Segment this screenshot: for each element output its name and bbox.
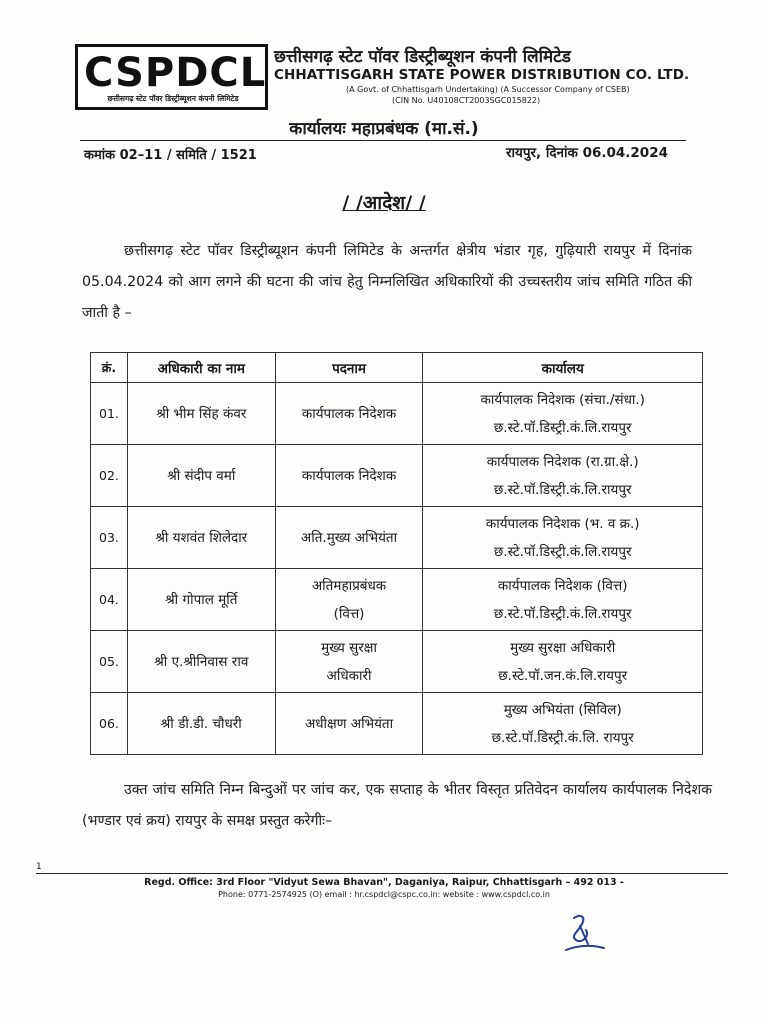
table-row	[91, 383, 703, 445]
table-row	[91, 631, 703, 693]
footer-address: Regd. Office: 3rd Floor "Vidyut Sewa Bhavan", Daganiya, Raipur, Chhattisgarh – 492 013 -	[144, 877, 624, 888]
company-govt-note: (A Govt. of Chhattisgarh Undertaking) (A Successor Company of CSEB)	[346, 85, 630, 94]
cell-name: श्री भीम सिंह कंवर	[127, 383, 275, 445]
designation-line-2: (वित्त)	[333, 605, 365, 622]
cell-serial: 06.	[91, 693, 128, 755]
table-row	[91, 445, 703, 507]
cell-name: श्री गोपाल मूर्ति	[127, 569, 275, 631]
office-line-2: छ.स्टे.पॉ.डिस्ट्री.कं.लि.रायपुर	[493, 419, 632, 436]
header-name: अधिकारी का नाम	[127, 353, 275, 383]
cell-office	[423, 693, 703, 755]
signature-mark	[560, 910, 610, 958]
committee-table	[90, 352, 703, 755]
office-line-2: छ.स्टे.पॉ.डिस्ट्री.कं.लि.रायपुर	[493, 543, 632, 560]
designation-line: अति.मुख्य अभियंता	[300, 529, 398, 546]
reference-date: रायपुर, दिनांक 06.04.2024	[506, 145, 668, 161]
office-line-2: छ.स्टे.पॉ.डिस्ट्री.कं.लि.रायपुर	[493, 481, 632, 498]
office-line-2: छ.स्टे.पॉ.जन.कं.लि.रायपुर	[498, 667, 628, 684]
table-row	[91, 569, 703, 631]
header-designation: पदनाम	[275, 353, 423, 383]
designation-line-1: अतिमहाप्रबंधक	[311, 577, 387, 594]
cell-office	[423, 569, 703, 631]
designation-line-2: अधिकारी	[326, 667, 372, 684]
logo-subtitle: छत्तीसगढ़ स्टेट पॉवर डिस्ट्रीब्यूशन कंपनी लिमिटेड	[107, 94, 239, 103]
designation-line: अधीक्षण अभियंता	[304, 715, 394, 732]
designation-line-1: मुख्य सुरक्षा	[321, 639, 377, 656]
cell-name: श्री यशवंत शिलेदार	[127, 507, 275, 569]
cell-serial: 01.	[91, 383, 128, 445]
cell-name: श्री संदीप वर्मा	[127, 445, 275, 507]
designation-line: कार्यपालक निदेशक	[301, 467, 397, 484]
company-name-english: CHHATTISGARH STATE POWER DISTRIBUTION CO. LTD.	[274, 67, 690, 83]
company-cin: (CIN No. U40108CT2003SGC015822)	[392, 96, 541, 105]
order-heading	[0, 189, 768, 215]
logo-wordmark: CSPDCL	[84, 50, 267, 96]
office-line-1: कार्यपालक निदेशक (भ. व क्र.)	[485, 515, 640, 532]
cell-designation	[275, 507, 423, 569]
office-line-2: छ.स्टे.पॉ.डिस्ट्री.कं.लि.रायपुर	[493, 605, 632, 622]
office-line-1: मुख्य अभियंता (सिविल)	[503, 701, 622, 718]
cell-office	[423, 507, 703, 569]
office-line-2: छ.स्टे.पॉ.डिस्ट्री.कं.लि. रायपुर	[491, 729, 634, 746]
intro-paragraph: छत्तीसगढ़ स्टेट पॉवर डिस्ट्रीब्यूशन कंपनी लिमिटेड के अन्तर्गत क्षेत्रीय भंडार गृह, गुढ़ियारी रायपुर में दिनांक 05.04.2024 को आग लगने की घटना की जांच हेतु निम्नलिखित अधिकारियों की उच्चस्तरीय जांच समिति गठित की जाती है –	[82, 243, 692, 321]
cell-office	[423, 383, 703, 445]
table-header-row	[91, 353, 703, 383]
page-number: 1	[36, 862, 42, 872]
footer-contact: Phone: 0771-2574925 (O) email : hr.cspdcl@cspc.co.in: website : www.cspdcl.co.in	[218, 890, 550, 899]
cell-name: श्री ए.श्रीनिवास राव	[127, 631, 275, 693]
reference-number: कमांक 02–11 / समिति / 1521	[84, 148, 257, 163]
cell-designation	[275, 693, 423, 755]
company-name-hindi: छत्तीसगढ़ स्टेट पॉवर डिस्ट्रीब्यूशन कंपनी लिमिटेड	[274, 47, 571, 67]
office-line-1: कार्यपालक निदेशक (वित्त)	[497, 577, 628, 594]
cell-serial: 04.	[91, 569, 128, 631]
cell-office	[423, 631, 703, 693]
office-title: कार्यालयः महाप्रबंधक (मा.सं.)	[289, 119, 479, 139]
order-heading-text: / /आदेश/ /	[342, 192, 426, 214]
office-line-1: मुख्य सुरक्षा अधिकारी	[510, 639, 616, 656]
header-divider	[80, 140, 686, 141]
cell-designation	[275, 445, 423, 507]
footer-divider	[36, 873, 728, 874]
table-row	[91, 693, 703, 755]
cell-name: श्री डी.डी. चौधरी	[127, 693, 275, 755]
header-office: कार्यालय	[423, 353, 703, 383]
company-logo	[75, 44, 268, 110]
header-serial: क्रं.	[91, 353, 128, 383]
table-row	[91, 507, 703, 569]
cell-serial: 05.	[91, 631, 128, 693]
designation-line: कार्यपालक निदेशक	[301, 405, 397, 422]
cell-designation	[275, 383, 423, 445]
cell-designation	[275, 569, 423, 631]
cell-serial: 03.	[91, 507, 128, 569]
cell-office	[423, 445, 703, 507]
office-line-1: कार्यपालक निदेशक (संचा./संधा.)	[480, 391, 645, 408]
office-line-1: कार्यपालक निदेशक (रा.ग्रा.क्षे.)	[486, 453, 639, 470]
cell-designation	[275, 631, 423, 693]
instruction-paragraph: उक्त जांच समिति निम्न बिन्दुओं पर जांच कर, एक सप्ताह के भीतर विस्तृत प्रतिवेदन कार्यालय कार्यपालक निदेशक (भण्डार एवं क्रय) रायपुर के समक्ष प्रस्तुत करेगीः–	[82, 782, 712, 829]
cell-serial: 02.	[91, 445, 128, 507]
